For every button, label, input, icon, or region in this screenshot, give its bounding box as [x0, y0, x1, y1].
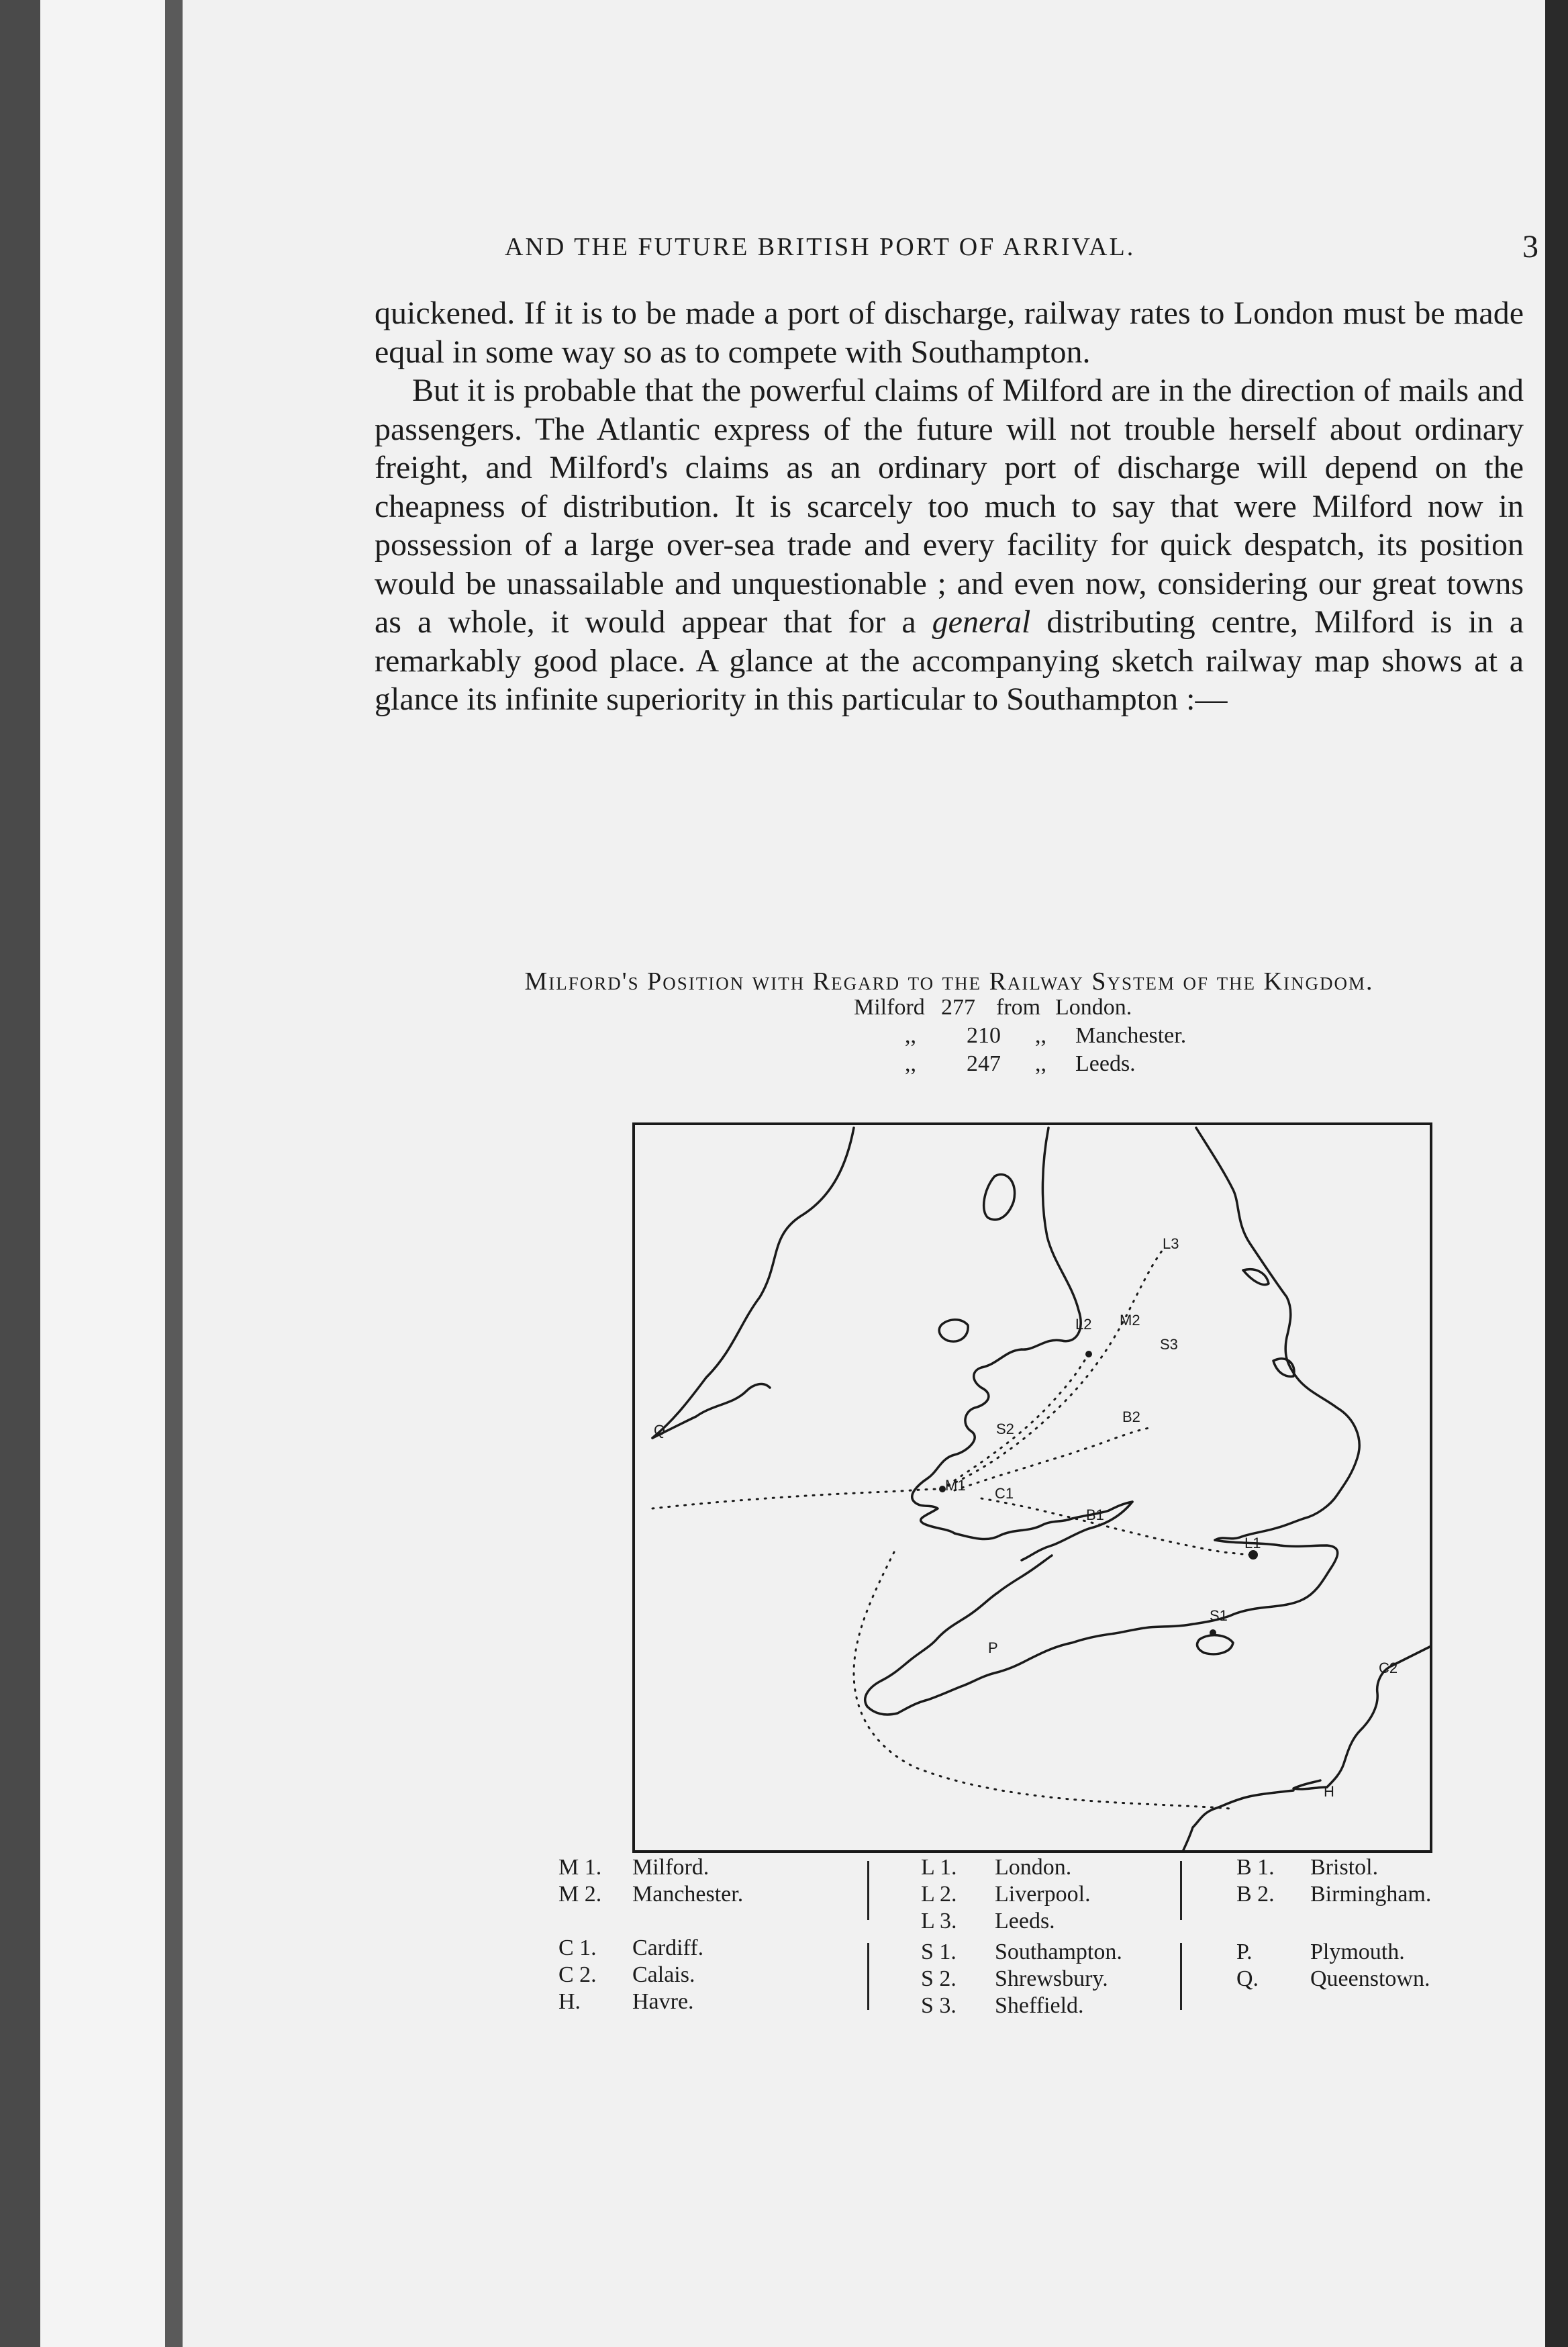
- map-label-c2: C2: [1379, 1660, 1398, 1676]
- map-label-m2: M2: [1120, 1312, 1140, 1329]
- legend-name: Cardiff.: [632, 1935, 704, 1960]
- map-label-p: P: [988, 1639, 998, 1656]
- england-east-coast: [1196, 1128, 1359, 1528]
- legend-code: C 1.: [558, 1935, 597, 1960]
- legend-name: Leeds.: [995, 1909, 1055, 1933]
- legend-column-3: [1236, 1854, 1518, 1993]
- map-label-m1: M1: [945, 1477, 966, 1494]
- paragraph-2-part-a: But it is probable that the powerful claims of Milford are in the direction of mails and passengers. The Atlantic express of the future will not trouble herself about ordinary freight, and Milford's claims as an ordinary port of discharge will depend on the cheapness of distribution. It is scarcely too much to say that were Milford now in possession of a large over-sea trade and every facility for quick despatch, its position would be unassailable and unquestionable ; and even now, considering our great towns as a whole, it would appear that for a: [375, 373, 1524, 640]
- legend-code: M 1.: [558, 1855, 602, 1880]
- route-milford-leeds: [941, 1250, 1163, 1489]
- legend-item: [558, 1935, 854, 1962]
- liverpool-marker: [1085, 1351, 1092, 1357]
- normandy-coast: [1183, 1790, 1293, 1852]
- britain-west-coast: [912, 1128, 1081, 1533]
- legend-item: [921, 1854, 1203, 1881]
- legend-divider: [867, 1861, 869, 1920]
- paragraph-2: [375, 371, 1524, 719]
- legend-item: [921, 1939, 1203, 1966]
- legend-name: Bristol.: [1310, 1855, 1379, 1880]
- figure-caption: Milford's Position with Regard to the Railway System of the Kingdom.: [524, 967, 1374, 996]
- london-marker: [1248, 1550, 1258, 1560]
- legend-item: [1236, 1881, 1518, 1908]
- distance-prefix: Milford: [854, 995, 925, 1020]
- anglesey: [939, 1320, 968, 1341]
- legend-code: L 1.: [921, 1855, 957, 1880]
- map-label-s3: S3: [1160, 1336, 1178, 1353]
- legend-code: L 3.: [921, 1909, 957, 1933]
- map-label-s1: S1: [1210, 1607, 1228, 1624]
- distance-word: ,,: [1035, 1023, 1046, 1048]
- distance-row: [854, 1050, 1337, 1078]
- legend-column-2: [921, 1854, 1203, 2019]
- distance-miles: 210: [967, 1023, 1001, 1048]
- legend-item: [558, 1962, 854, 1989]
- legend-code: L 2.: [921, 1882, 957, 1907]
- legend-code: S 3.: [921, 1993, 957, 2018]
- book-spine-shadow: [0, 0, 40, 2347]
- book-gutter: [40, 0, 165, 2347]
- distance-place: London.: [1055, 995, 1132, 1020]
- distance-miles: 277: [941, 995, 975, 1020]
- map-frame: [634, 1124, 1431, 1852]
- railway-sketch-map: [632, 1122, 1434, 1853]
- england-south-coast: [867, 1599, 1304, 1715]
- legend-item: [921, 1966, 1203, 1993]
- legend-item: [1236, 1854, 1518, 1881]
- legend-name: Calais.: [632, 1962, 695, 1987]
- ireland-south-coast: [652, 1384, 770, 1438]
- distance-word: from: [996, 995, 1041, 1020]
- southwest-peninsula-north: [865, 1555, 1052, 1707]
- legend-divider: [1180, 1861, 1182, 1920]
- distance-miles: 247: [967, 1051, 1001, 1076]
- distance-prefix: ,,: [905, 1051, 916, 1076]
- distance-place: Leeds.: [1075, 1051, 1136, 1076]
- scan-border: [1545, 0, 1568, 2347]
- route-milford-havre: [854, 1552, 1230, 1809]
- distance-row: [854, 1022, 1337, 1050]
- legend-code: S 2.: [921, 1966, 957, 1991]
- legend-divider: [1180, 1943, 1182, 2010]
- legend-name: Havre.: [632, 1989, 694, 2014]
- map-label-b1: B1: [1086, 1506, 1104, 1523]
- paragraph-1: quickened. If it is to be made a port of discharge, railway rates to London must be made equal in some way so as to compete with Southampton.: [375, 295, 1524, 370]
- wales-south-coast: [954, 1502, 1132, 1539]
- map-label-s2: S2: [996, 1421, 1014, 1437]
- distance-word: ,,: [1035, 1051, 1046, 1076]
- legend-name: Southampton.: [995, 1939, 1122, 1964]
- distance-row: [854, 994, 1337, 1022]
- route-milford-birmingham: [954, 1428, 1149, 1490]
- legend-code: B 2.: [1236, 1882, 1275, 1907]
- book-page: [183, 0, 1545, 2347]
- legend-item: [558, 1881, 854, 1908]
- map-label-l1: L1: [1244, 1535, 1261, 1551]
- route-atlantic-to-milford: [652, 1489, 941, 1508]
- legend-name: Manchester.: [632, 1882, 744, 1907]
- map-label-l3: L3: [1163, 1235, 1179, 1252]
- legend-name: Queenstown.: [1310, 1966, 1430, 1991]
- legend-item: [558, 1854, 854, 1881]
- legend-name: Liverpool.: [995, 1882, 1091, 1907]
- legend-item: [1236, 1966, 1518, 1993]
- legend-name: Milford.: [632, 1855, 709, 1880]
- humber-inlet: [1243, 1270, 1269, 1285]
- map-label-b2: B2: [1122, 1408, 1140, 1425]
- southampton-marker: [1210, 1629, 1216, 1636]
- legend-item: [921, 1908, 1203, 1935]
- map-label-l2: L2: [1075, 1316, 1092, 1333]
- legend-item: [921, 1881, 1203, 1908]
- kent-coast: [1215, 1540, 1338, 1599]
- legend-code: B 1.: [1236, 1855, 1275, 1880]
- map-label-c1: C1: [995, 1485, 1014, 1502]
- legend-code: C 2.: [558, 1962, 597, 1987]
- isle-of-man: [984, 1174, 1015, 1219]
- map-label-q: Q: [654, 1422, 666, 1439]
- running-title: AND THE FUTURE BRITISH PORT OF ARRIVAL.: [505, 233, 1136, 261]
- legend-column-1: [558, 1854, 854, 2015]
- body-text: [375, 294, 1524, 719]
- route-milford-liverpool: [948, 1354, 1089, 1485]
- legend-name: Sheffield.: [995, 1993, 1084, 2018]
- legend-name: London.: [995, 1855, 1072, 1880]
- isle-of-wight: [1197, 1635, 1233, 1654]
- legend-name: Shrewsbury.: [995, 1966, 1108, 1991]
- legend-item: [558, 1989, 854, 2015]
- legend-divider: [867, 1943, 869, 2010]
- map-label-h: H: [1324, 1783, 1334, 1800]
- distance-prefix: ,,: [905, 1023, 916, 1048]
- legend-code: Q.: [1236, 1966, 1259, 1991]
- distance-place: Manchester.: [1075, 1023, 1187, 1048]
- legend-item: [1236, 1939, 1518, 1966]
- paragraph-2-part-b: distributing centre, Milford is in a remarkably good place. A glance at the accompanying sketch railway map shows at a glance its infinite superiority in this particular to Southampton :—: [375, 604, 1524, 717]
- page-edge-shadow: [165, 0, 183, 2347]
- page-number: 3: [1522, 229, 1538, 265]
- legend-name: Birmingham.: [1310, 1882, 1432, 1907]
- legend-code: H.: [558, 1989, 581, 2014]
- legend-code: M 2.: [558, 1882, 602, 1907]
- ireland-coast: [652, 1128, 854, 1438]
- emphasis-general: general: [932, 604, 1031, 640]
- legend-item: [921, 1993, 1203, 2019]
- distance-list: [854, 994, 1337, 1078]
- legend-code: S 1.: [921, 1939, 957, 1964]
- legend-code: P.: [1236, 1939, 1253, 1964]
- legend-name: Plymouth.: [1310, 1939, 1405, 1964]
- seine-estuary: [1293, 1780, 1327, 1789]
